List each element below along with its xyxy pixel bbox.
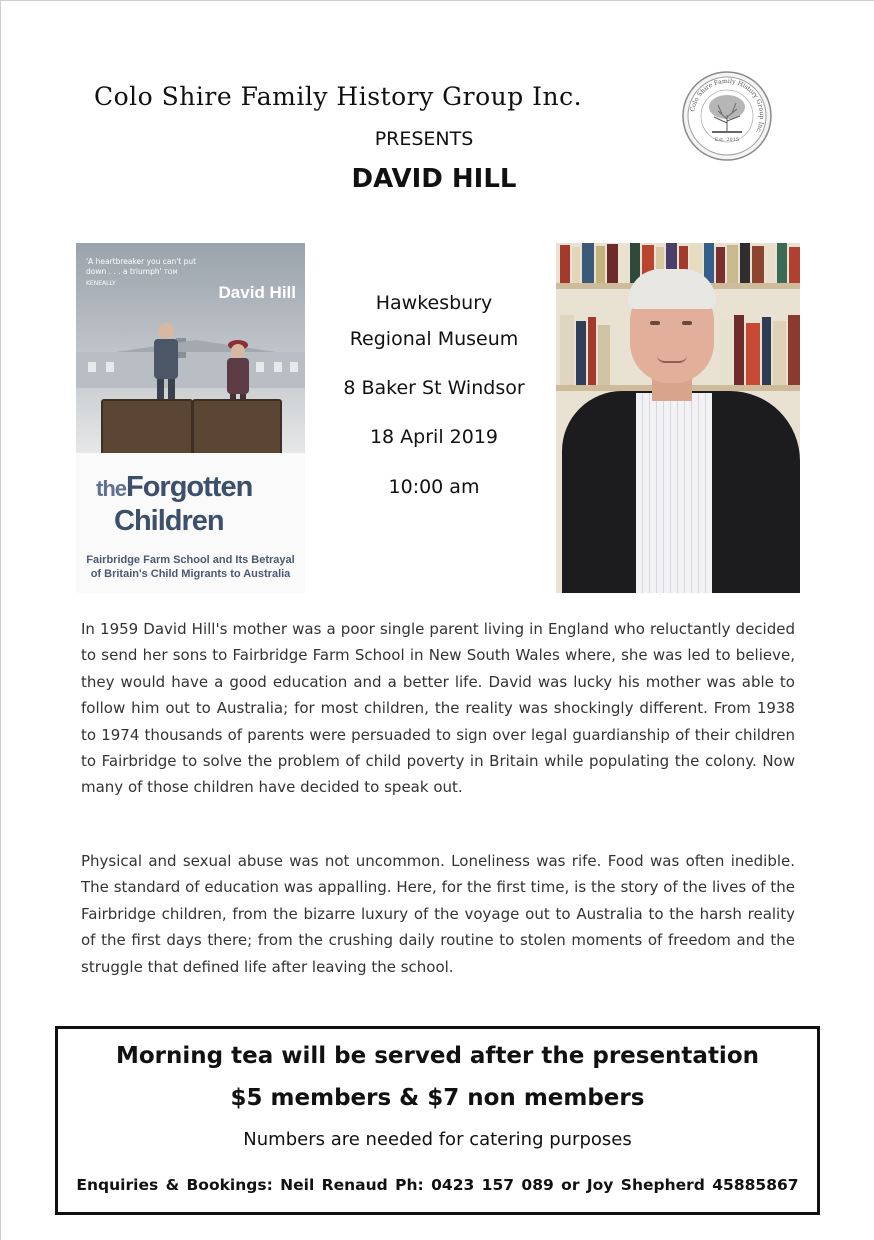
- morning-tea-line: Morning tea will be served after the presentation: [115, 1043, 759, 1069]
- presents-label: PRESENTS: [374, 128, 474, 150]
- speaker-name: DAVID HILL: [351, 164, 517, 194]
- catering-note: Numbers are needed for catering purposes: [243, 1129, 632, 1150]
- price-line: $5 members & $7 non members: [230, 1085, 645, 1111]
- venue-address: 8 Baker St Windsor: [343, 377, 525, 399]
- speaker-shirt: [636, 393, 712, 593]
- speaker-photo: [556, 243, 800, 593]
- svg-text:Est. 2015: Est. 2015: [714, 137, 740, 143]
- speaker-mouth: [657, 355, 687, 363]
- venue-line1: Hawkesbury: [375, 292, 493, 314]
- speaker-eye-right: [682, 321, 692, 325]
- building-illustration: [76, 338, 305, 388]
- svg-text:Colo Shire Family History Grou: Colo Shire Family History Group Inc.: [689, 77, 766, 135]
- organization-title: Colo Shire Family History Group Inc.: [94, 82, 583, 111]
- enquiries-contact: Enquiries & Bookings: Neil Renaud Ph: 0423 157 089 or Joy Shepherd 45885867: [76, 1176, 799, 1194]
- book-title-line2: Children: [114, 505, 224, 537]
- book-quote-source: TOM KENEALLY: [86, 269, 178, 287]
- organization-seal-logo: [682, 71, 772, 161]
- event-time: 10:00 am: [388, 476, 480, 498]
- book-title-line1: theForgotten: [96, 471, 253, 503]
- speaker-hair: [628, 269, 716, 309]
- event-date: 18 April 2019: [369, 426, 499, 448]
- book-cover-image: [76, 243, 305, 593]
- body-paragraph-2: Physical and sexual abuse was not uncommon. Loneliness was rife. Food was often inedible. The standard of education was appalling. Here, for the first time, is the story of the lives of the Fairbridge children, from the bizarre luxury of the voyage out to Australia to the harsh reality of the first days there; from the crushing daily routine to stolen moments of freedom and the struggle that defined life after leaving the school.: [81, 852, 795, 976]
- speaker-eye-left: [650, 321, 660, 325]
- book-quote: 'A heartbreaker you can't put down . . . a triumph' TOM KENEALLY: [86, 257, 197, 287]
- book-author: David Hill: [218, 283, 296, 302]
- venue-line2: Regional Museum: [349, 328, 519, 350]
- book-title-forgotten: Forgotten: [126, 471, 253, 503]
- body-paragraph-1: In 1959 David Hill's mother was a poor single parent living in England who reluctantly decided to send her sons to Fairbridge Farm School in New South Wales where, she was led to believe, they would have a good education and a better life. David was lucky his mother was able to follow him out to Australia; for most children, the reality was shockingly different. From 1938 to 1974 thousands of parents were persuaded to sign over legal guardianship of their children to Fairbridge to solve the problem of child poverty in Britain while populating the colony. Now many of those children have decided to speak out.: [81, 620, 795, 797]
- page-border-top: [0, 0, 874, 1]
- book-subtitle: Fairbridge Farm School and Its Betrayal of Britain's Child Migrants to Australia: [86, 554, 295, 580]
- info-box: [55, 1026, 820, 1215]
